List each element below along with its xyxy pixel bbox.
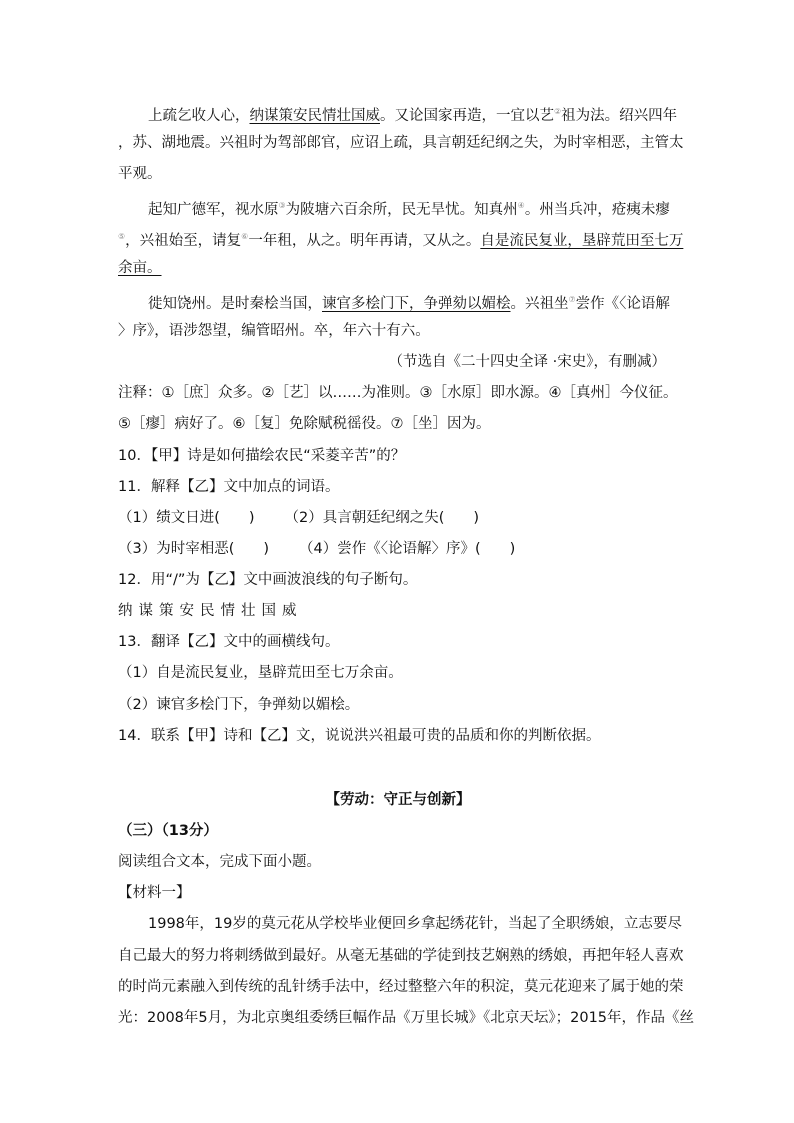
underlined-sentence: 余亩。: [118, 260, 162, 276]
passage-paragraph-2-line-1: [148, 196, 708, 220]
notes-line-2: ⑤［瘳］病好了。⑥［复］免除赋税徭役。⑦［坐］因为。: [118, 416, 491, 432]
question-11-item-3: （3）为时宰相恶( ): [118, 541, 270, 557]
notes-line-1: 注释：①［庶］众多。②［艺］以……为准则。③［水原］即水源。④［真州］今仪征。: [118, 385, 678, 401]
footnote-marker: ③: [278, 201, 286, 210]
text-segment: 为陂塘六百余所，民无旱忧。知真州: [285, 201, 518, 218]
text-segment: 起知广德军，视水原: [148, 201, 279, 218]
underlined-sentence: 谏官多桧门下，争弹劾以媚桧: [322, 295, 511, 312]
instruction-text: 阅读组合文本，完成下面小题。: [118, 854, 321, 870]
footnote-marker: ⑤: [118, 232, 126, 241]
question-13: 13．翻译【乙】文中的画横线句。: [118, 634, 340, 650]
underlined-sentence: 自是流民复业，垦辟荒田至七万: [480, 232, 684, 249]
material-label: 【材料一】: [118, 885, 191, 901]
question-11-items-row-2: [118, 539, 678, 559]
passage-paragraph-1-line-3: 平观。: [118, 166, 162, 182]
question-11-item-2: （2）具言朝廷纪纲之失( ): [284, 510, 480, 526]
footnote-marker: ②: [554, 107, 562, 116]
text-segment: 一年租，从之。明年再请，又从之。: [248, 232, 481, 249]
question-13-item-2: （2）谏官多桧门下，争弹劾以媚桧。: [118, 697, 360, 713]
question-12: 12．用“/”为【乙】文中画波浪线的句子断句。: [118, 572, 418, 588]
passage-paragraph-3-line-1: [148, 290, 708, 314]
text-segment: 。又论国家再造，一宜以艺: [380, 107, 554, 124]
section-heading: 【劳动：守正与创新】: [325, 792, 471, 808]
question-11-items-row-1: [118, 508, 678, 528]
passage-paragraph-3-line-2: 〉序》，语涉怨望，编管昭州。卒，年六十有六。: [118, 323, 430, 339]
text-segment: 上疏乞收人心，: [148, 107, 250, 124]
text-segment: ，兴祖始至，请复: [125, 232, 242, 249]
material-1-line-2: 自己最大的努力将刺绣做到最好。从毫无基础的学徒到技艺娴熟的绣娘，再把年轻人喜欢: [118, 948, 684, 964]
text-segment: 尝作《〈论语解: [575, 295, 670, 312]
text-segment: 。州当兵冲，疮痍未瘳: [524, 201, 670, 218]
footnote-marker: ⑦: [568, 295, 576, 304]
question-10: 10．【甲】诗是如何描绘农民“采菱辛苦”的？: [118, 448, 406, 464]
passage-paragraph-1-line-2: ，苏、湖地震。兴祖时为驾部郎官，应诏上疏，具言朝廷纪纲之失，为时宰相恶，主管太: [118, 135, 684, 151]
passage-paragraph-1-line-1: [148, 102, 708, 126]
question-13-item-1: （1）自是流民复业，垦辟荒田至七万余亩。: [118, 665, 403, 681]
passage-paragraph-2-line-3: [118, 258, 678, 278]
text-segment: 祖为法。绍兴四年: [561, 107, 678, 124]
footnote-marker: ④: [517, 201, 525, 210]
material-1-line-3: 的时尚元素融入到传统的乱针绣手法中，经过整整六年的积淀，莫元花迎来了属于她的荣: [118, 979, 684, 995]
question-12-sentence: 纳谋策安民情壮国威: [118, 603, 303, 619]
text-segment: 。兴祖坐: [510, 295, 569, 312]
question-14: 14．联系【甲】诗和【乙】文，说说洪兴祖最可贵的品质和你的判断依据。: [118, 728, 601, 744]
source-citation: （节选自《二十四史全译 ·宋史》，有删减）: [388, 354, 666, 370]
footnote-marker: ⑥: [241, 232, 249, 241]
text-segment: 徙知饶州。是时秦桧当国，: [148, 295, 322, 312]
material-1-line-4: 光：2008年5月，为北京奥组委绣巨幅作品《万里长城》《北京天坛》；2015年，作品《丝: [118, 1010, 695, 1026]
question-11-item-1: （1）绩文日进( ): [118, 510, 255, 526]
passage-paragraph-2-line-2: [118, 227, 684, 251]
material-1-line-1: 1998年，19岁的莫元花从学校毕业便回乡拿起绣花针，当起了全职绣娘，立志要尽: [148, 916, 682, 932]
question-11-item-4: （4）尝作《〈论语解〉序》( ): [299, 541, 516, 557]
wavy-underlined-sentence: 纳谋策安民情壮国威: [249, 107, 380, 124]
part-heading: （三）（13分）: [118, 823, 218, 839]
question-11: 11．解释【乙】文中加点的词语。: [118, 479, 340, 495]
